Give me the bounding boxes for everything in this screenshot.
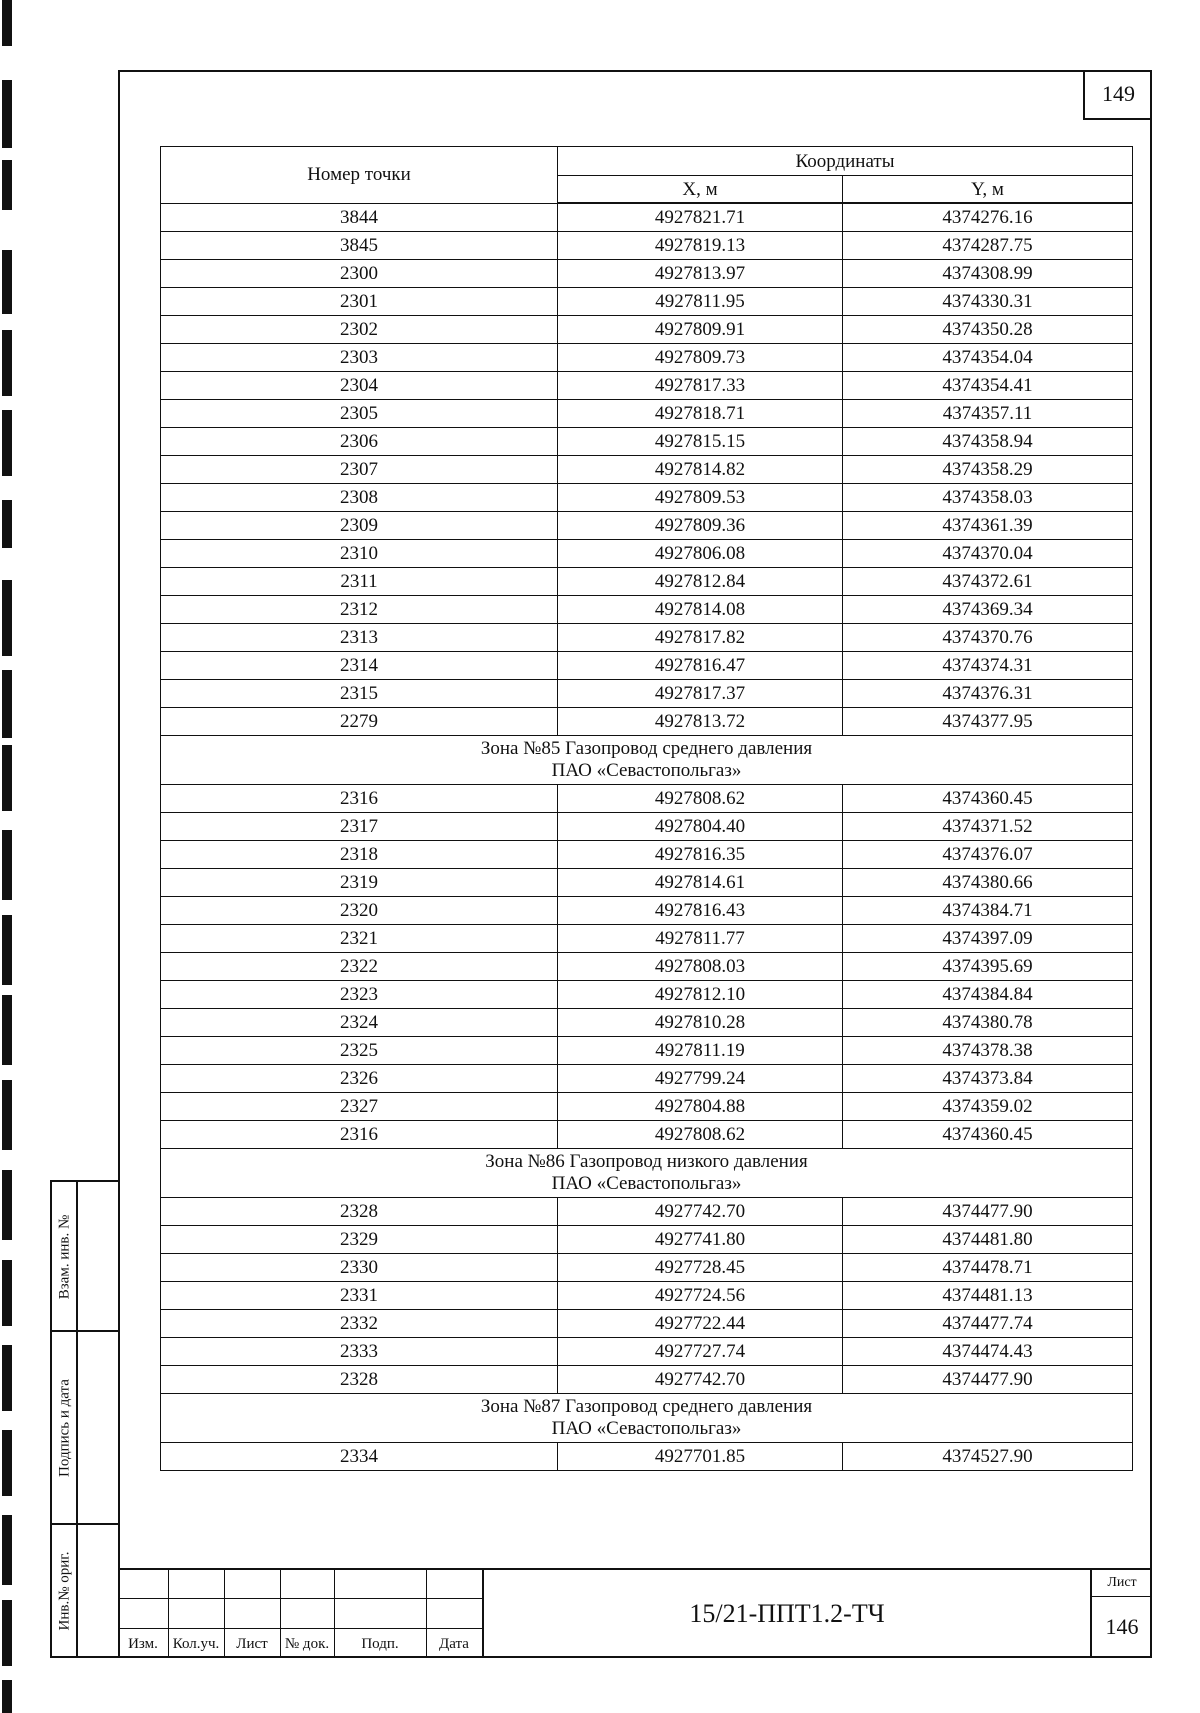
table-row bbox=[161, 372, 1133, 400]
y-coordinate-cell: 4374358.03 bbox=[843, 484, 1133, 512]
sheet-label: Лист bbox=[1092, 1570, 1152, 1597]
y-coordinate-cell: 4374384.71 bbox=[843, 897, 1133, 925]
point-number-cell: 2328 bbox=[161, 1366, 558, 1394]
x-coordinate-cell: 4927809.36 bbox=[558, 512, 843, 540]
x-coordinate-cell: 4927817.33 bbox=[558, 372, 843, 400]
zone-title-line2: ПАО «Севастопольгаз» bbox=[551, 760, 742, 781]
point-number-cell: 2302 bbox=[161, 316, 558, 344]
y-coordinate-cell: 4374360.45 bbox=[843, 1121, 1133, 1149]
point-number-cell: 2316 bbox=[161, 785, 558, 813]
table-row bbox=[161, 1037, 1133, 1065]
revision-grid bbox=[118, 1570, 482, 1658]
x-coordinate-cell: 4927817.82 bbox=[558, 624, 843, 652]
zone-title bbox=[161, 736, 1133, 785]
x-coordinate-cell: 4927701.85 bbox=[558, 1443, 843, 1471]
side-cell-replace-inv bbox=[52, 1182, 120, 1332]
y-coordinate-cell: 4374477.74 bbox=[843, 1310, 1133, 1338]
binding-mark bbox=[2, 250, 12, 314]
table-row bbox=[161, 288, 1133, 316]
y-coordinate-cell: 4374474.43 bbox=[843, 1338, 1133, 1366]
x-coordinate-cell: 4927813.97 bbox=[558, 260, 843, 288]
table-row bbox=[161, 1282, 1133, 1310]
x-coordinate-cell: 4927817.37 bbox=[558, 680, 843, 708]
header-point-number: Номер точки bbox=[161, 147, 558, 204]
binding-mark bbox=[2, 1430, 12, 1496]
zone-header-row bbox=[161, 1394, 1133, 1443]
y-coordinate-cell: 4374384.84 bbox=[843, 981, 1133, 1009]
document-code: 15/21-ППТ1.2-ТЧ bbox=[482, 1570, 1090, 1658]
x-coordinate-cell: 4927811.95 bbox=[558, 288, 843, 316]
table-row bbox=[161, 708, 1133, 736]
zone-title-line1: Зона №85 Газопровод среднего давления bbox=[480, 738, 813, 759]
header-y: Y, м bbox=[843, 176, 1133, 204]
y-coordinate-cell: 4374373.84 bbox=[843, 1065, 1133, 1093]
table-row bbox=[161, 981, 1133, 1009]
x-coordinate-cell: 4927816.47 bbox=[558, 652, 843, 680]
binding-mark bbox=[2, 995, 12, 1065]
binding-mark bbox=[2, 1515, 12, 1585]
table-row bbox=[161, 596, 1133, 624]
point-number-cell: 2325 bbox=[161, 1037, 558, 1065]
zone-title-line2: ПАО «Севастопольгаз» bbox=[551, 1418, 742, 1439]
col-label-kol-uch: Кол.уч. bbox=[172, 1636, 220, 1652]
point-number-cell: 2307 bbox=[161, 456, 558, 484]
binding-mark bbox=[2, 160, 12, 210]
binding-mark bbox=[2, 0, 12, 46]
x-coordinate-cell: 4927811.19 bbox=[558, 1037, 843, 1065]
table-row bbox=[161, 785, 1133, 813]
y-coordinate-cell: 4374330.31 bbox=[843, 288, 1133, 316]
x-coordinate-cell: 4927806.08 bbox=[558, 540, 843, 568]
y-coordinate-cell: 4374350.28 bbox=[843, 316, 1133, 344]
table-row bbox=[161, 1226, 1133, 1254]
table-row bbox=[161, 869, 1133, 897]
table-row bbox=[161, 232, 1133, 260]
x-coordinate-cell: 4927722.44 bbox=[558, 1310, 843, 1338]
sheet-box bbox=[1090, 1570, 1152, 1658]
x-coordinate-cell: 4927813.72 bbox=[558, 708, 843, 736]
x-coordinate-cell: 4927742.70 bbox=[558, 1198, 843, 1226]
table-row bbox=[161, 1254, 1133, 1282]
table-row bbox=[161, 953, 1133, 981]
side-label-signature-date: Подпись и дата bbox=[56, 1379, 73, 1477]
point-number-cell: 2306 bbox=[161, 428, 558, 456]
y-coordinate-cell: 4374377.95 bbox=[843, 708, 1133, 736]
table-row bbox=[161, 841, 1133, 869]
zone-title bbox=[161, 1149, 1133, 1198]
binding-mark bbox=[2, 1170, 12, 1240]
table-row bbox=[161, 680, 1133, 708]
table-row bbox=[161, 1093, 1133, 1121]
binding-marks bbox=[0, 0, 16, 1713]
y-coordinate-cell: 4374481.80 bbox=[843, 1226, 1133, 1254]
point-number-cell: 2279 bbox=[161, 708, 558, 736]
x-coordinate-cell: 4927728.45 bbox=[558, 1254, 843, 1282]
col-label-signature: Подп. bbox=[361, 1636, 399, 1652]
side-stamp bbox=[50, 1180, 120, 1658]
y-coordinate-cell: 4374287.75 bbox=[843, 232, 1133, 260]
x-coordinate-cell: 4927804.88 bbox=[558, 1093, 843, 1121]
point-number-cell: 2318 bbox=[161, 841, 558, 869]
binding-mark bbox=[2, 745, 12, 811]
table-row bbox=[161, 1443, 1133, 1471]
binding-mark bbox=[2, 1260, 12, 1326]
point-number-cell: 2303 bbox=[161, 344, 558, 372]
y-coordinate-cell: 4374376.07 bbox=[843, 841, 1133, 869]
point-number-cell: 3845 bbox=[161, 232, 558, 260]
table-row bbox=[161, 1009, 1133, 1037]
point-number-cell: 2316 bbox=[161, 1121, 558, 1149]
col-label-izm: Изм. bbox=[128, 1636, 158, 1652]
x-coordinate-cell: 4927809.73 bbox=[558, 344, 843, 372]
table-row bbox=[161, 568, 1133, 596]
table-row bbox=[161, 1310, 1133, 1338]
point-number-cell: 2317 bbox=[161, 813, 558, 841]
point-number-cell: 2305 bbox=[161, 400, 558, 428]
col-label-doc-no: № док. bbox=[284, 1636, 330, 1652]
table-row bbox=[161, 925, 1133, 953]
coordinates-body bbox=[161, 203, 1133, 1471]
table-row bbox=[161, 316, 1133, 344]
x-coordinate-cell: 4927742.70 bbox=[558, 1366, 843, 1394]
binding-mark bbox=[2, 580, 12, 656]
y-coordinate-cell: 4374358.29 bbox=[843, 456, 1133, 484]
binding-mark bbox=[2, 500, 12, 548]
coordinates-table bbox=[160, 146, 1133, 1471]
point-number-cell: 2323 bbox=[161, 981, 558, 1009]
table-row bbox=[161, 624, 1133, 652]
x-coordinate-cell: 4927727.74 bbox=[558, 1338, 843, 1366]
point-number-cell: 2329 bbox=[161, 1226, 558, 1254]
x-coordinate-cell: 4927810.28 bbox=[558, 1009, 843, 1037]
point-number-cell: 2327 bbox=[161, 1093, 558, 1121]
x-coordinate-cell: 4927741.80 bbox=[558, 1226, 843, 1254]
y-coordinate-cell: 4374276.16 bbox=[843, 203, 1133, 232]
table-row bbox=[161, 813, 1133, 841]
y-coordinate-cell: 4374359.02 bbox=[843, 1093, 1133, 1121]
table-row bbox=[161, 428, 1133, 456]
point-number-cell: 2320 bbox=[161, 897, 558, 925]
zone-header-row bbox=[161, 1149, 1133, 1198]
zone-title-line1: Зона №87 Газопровод среднего давления bbox=[480, 1396, 813, 1417]
point-number-cell: 2334 bbox=[161, 1443, 558, 1471]
point-number-cell: 2310 bbox=[161, 540, 558, 568]
title-block bbox=[118, 1568, 1152, 1658]
y-coordinate-cell: 4374397.09 bbox=[843, 925, 1133, 953]
zone-title-line2: ПАО «Севастопольгаз» bbox=[551, 1173, 742, 1194]
page-number-top: 149 bbox=[1083, 70, 1152, 120]
point-number-cell: 2324 bbox=[161, 1009, 558, 1037]
x-coordinate-cell: 4927814.82 bbox=[558, 456, 843, 484]
binding-mark bbox=[2, 670, 12, 738]
col-label-date: Дата bbox=[439, 1636, 469, 1652]
y-coordinate-cell: 4374380.78 bbox=[843, 1009, 1133, 1037]
header-x: X, м bbox=[558, 176, 843, 204]
table-row bbox=[161, 456, 1133, 484]
y-coordinate-cell: 4374369.34 bbox=[843, 596, 1133, 624]
binding-mark bbox=[2, 1600, 12, 1666]
y-coordinate-cell: 4374357.11 bbox=[843, 400, 1133, 428]
sheet-number: 146 bbox=[1105, 1614, 1139, 1639]
point-number-cell: 2333 bbox=[161, 1338, 558, 1366]
x-coordinate-cell: 4927804.40 bbox=[558, 813, 843, 841]
point-number-cell: 2301 bbox=[161, 288, 558, 316]
y-coordinate-cell: 4374527.90 bbox=[843, 1443, 1133, 1471]
y-coordinate-cell: 4374376.31 bbox=[843, 680, 1133, 708]
binding-mark bbox=[2, 830, 12, 900]
table-row bbox=[161, 1065, 1133, 1093]
binding-mark bbox=[2, 1080, 12, 1150]
y-coordinate-cell: 4374354.04 bbox=[843, 344, 1133, 372]
x-coordinate-cell: 4927818.71 bbox=[558, 400, 843, 428]
binding-mark bbox=[2, 1680, 12, 1713]
table-row bbox=[161, 1121, 1133, 1149]
y-coordinate-cell: 4374477.90 bbox=[843, 1366, 1133, 1394]
side-label-inv-original: Инв.№ ориг. bbox=[56, 1551, 73, 1631]
header-coordinates: Координаты bbox=[558, 147, 1133, 176]
zone-title bbox=[161, 1394, 1133, 1443]
x-coordinate-cell: 4927809.91 bbox=[558, 316, 843, 344]
y-coordinate-cell: 4374370.04 bbox=[843, 540, 1133, 568]
x-coordinate-cell: 4927815.15 bbox=[558, 428, 843, 456]
y-coordinate-cell: 4374478.71 bbox=[843, 1254, 1133, 1282]
x-coordinate-cell: 4927816.35 bbox=[558, 841, 843, 869]
point-number-cell: 2311 bbox=[161, 568, 558, 596]
x-coordinate-cell: 4927808.03 bbox=[558, 953, 843, 981]
y-coordinate-cell: 4374354.41 bbox=[843, 372, 1133, 400]
y-coordinate-cell: 4374308.99 bbox=[843, 260, 1133, 288]
point-number-cell: 2314 bbox=[161, 652, 558, 680]
x-coordinate-cell: 4927808.62 bbox=[558, 785, 843, 813]
binding-mark bbox=[2, 410, 12, 476]
x-coordinate-cell: 4927799.24 bbox=[558, 1065, 843, 1093]
table-row bbox=[161, 1338, 1133, 1366]
table-row bbox=[161, 512, 1133, 540]
binding-mark bbox=[2, 330, 12, 396]
binding-mark bbox=[2, 1345, 12, 1411]
y-coordinate-cell: 4374361.39 bbox=[843, 512, 1133, 540]
side-cell-inv-original bbox=[52, 1525, 120, 1658]
binding-mark bbox=[2, 915, 12, 985]
table-row bbox=[161, 400, 1133, 428]
y-coordinate-cell: 4374370.76 bbox=[843, 624, 1133, 652]
point-number-cell: 2321 bbox=[161, 925, 558, 953]
y-coordinate-cell: 4374372.61 bbox=[843, 568, 1133, 596]
x-coordinate-cell: 4927808.62 bbox=[558, 1121, 843, 1149]
y-coordinate-cell: 4374477.90 bbox=[843, 1198, 1133, 1226]
binding-mark bbox=[2, 80, 12, 148]
y-coordinate-cell: 4374378.38 bbox=[843, 1037, 1133, 1065]
y-coordinate-cell: 4374358.94 bbox=[843, 428, 1133, 456]
y-coordinate-cell: 4374360.45 bbox=[843, 785, 1133, 813]
y-coordinate-cell: 4374380.66 bbox=[843, 869, 1133, 897]
col-label-list: Лист bbox=[236, 1636, 268, 1652]
table-row bbox=[161, 1366, 1133, 1394]
y-coordinate-cell: 4374371.52 bbox=[843, 813, 1133, 841]
point-number-cell: 2300 bbox=[161, 260, 558, 288]
point-number-cell: 2319 bbox=[161, 869, 558, 897]
zone-title-line1: Зона №86 Газопровод низкого давления bbox=[485, 1151, 808, 1172]
table-row bbox=[161, 1198, 1133, 1226]
table-row bbox=[161, 540, 1133, 568]
point-number-cell: 2330 bbox=[161, 1254, 558, 1282]
table-row bbox=[161, 203, 1133, 232]
table-row bbox=[161, 260, 1133, 288]
point-number-cell: 2312 bbox=[161, 596, 558, 624]
y-coordinate-cell: 4374395.69 bbox=[843, 953, 1133, 981]
x-coordinate-cell: 4927724.56 bbox=[558, 1282, 843, 1310]
point-number-cell: 2313 bbox=[161, 624, 558, 652]
table-row bbox=[161, 344, 1133, 372]
point-number-cell: 2308 bbox=[161, 484, 558, 512]
table-row bbox=[161, 652, 1133, 680]
x-coordinate-cell: 4927816.43 bbox=[558, 897, 843, 925]
point-number-cell: 2328 bbox=[161, 1198, 558, 1226]
x-coordinate-cell: 4927812.10 bbox=[558, 981, 843, 1009]
x-coordinate-cell: 4927821.71 bbox=[558, 203, 843, 232]
table-row bbox=[161, 897, 1133, 925]
x-coordinate-cell: 4927811.77 bbox=[558, 925, 843, 953]
point-number-cell: 3844 bbox=[161, 203, 558, 232]
y-coordinate-cell: 4374374.31 bbox=[843, 652, 1133, 680]
x-coordinate-cell: 4927814.08 bbox=[558, 596, 843, 624]
point-number-cell: 2315 bbox=[161, 680, 558, 708]
table-row bbox=[161, 484, 1133, 512]
point-number-cell: 2326 bbox=[161, 1065, 558, 1093]
side-cell-signature-date bbox=[52, 1332, 120, 1525]
side-label-replace-inv: Взам. инв. № bbox=[56, 1214, 73, 1300]
point-number-cell: 2331 bbox=[161, 1282, 558, 1310]
point-number-cell: 2332 bbox=[161, 1310, 558, 1338]
x-coordinate-cell: 4927814.61 bbox=[558, 869, 843, 897]
x-coordinate-cell: 4927809.53 bbox=[558, 484, 843, 512]
point-number-cell: 2309 bbox=[161, 512, 558, 540]
y-coordinate-cell: 4374481.13 bbox=[843, 1282, 1133, 1310]
point-number-cell: 2304 bbox=[161, 372, 558, 400]
point-number-cell: 2322 bbox=[161, 953, 558, 981]
zone-header-row bbox=[161, 736, 1133, 785]
x-coordinate-cell: 4927812.84 bbox=[558, 568, 843, 596]
x-coordinate-cell: 4927819.13 bbox=[558, 232, 843, 260]
